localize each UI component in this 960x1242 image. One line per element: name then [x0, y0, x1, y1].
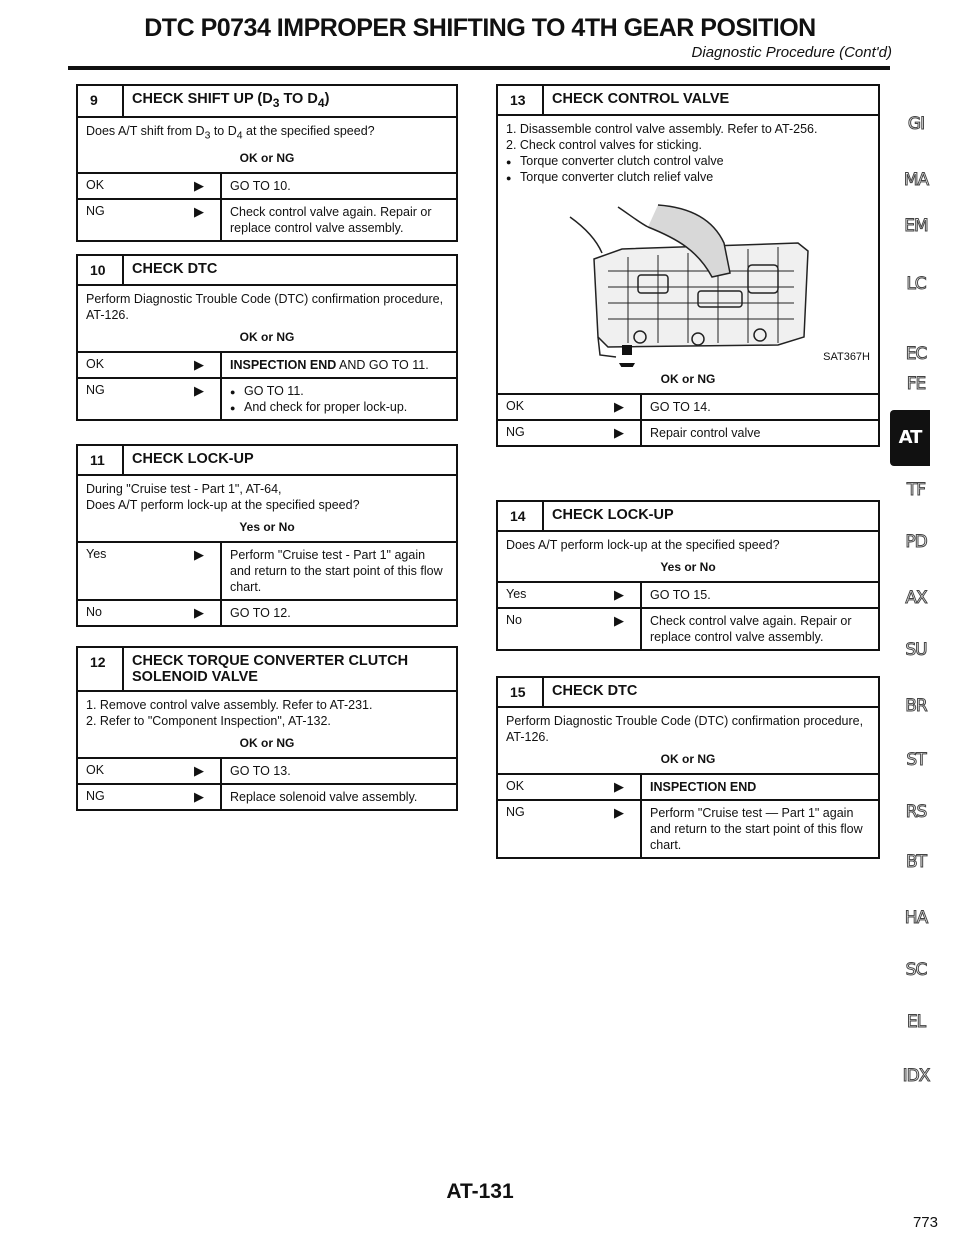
- step-9-box: [76, 84, 458, 242]
- section-tab-pd[interactable]: PD: [905, 532, 927, 552]
- section-tab-sc[interactable]: SC: [905, 960, 927, 980]
- arrow-icon: ▶: [194, 204, 204, 220]
- step-15-box: [496, 676, 880, 859]
- section-tab-bt[interactable]: BT: [905, 852, 927, 872]
- description-line: During "Cruise test - Part 1", AT-64,: [86, 482, 282, 496]
- inspection-end-label: INSPECTION END: [230, 358, 337, 372]
- step-title: CHECK TORQUE CONVERTER CLUTCH SOLENOID VALVE: [132, 653, 409, 685]
- result-key: NG: [506, 425, 525, 439]
- result-action: [220, 379, 456, 419]
- section-tab-br[interactable]: BR: [905, 696, 927, 716]
- result-row-no: [498, 607, 878, 649]
- arrow-icon: ▶: [614, 425, 624, 440]
- step-number: 9: [78, 86, 124, 116]
- section-tab-at[interactable]: AT: [890, 410, 930, 466]
- result-key: NG: [86, 789, 105, 803]
- result-action: Repair control valve: [640, 421, 878, 445]
- section-tab-rs[interactable]: RS: [905, 802, 927, 822]
- result-key: NG: [506, 805, 525, 819]
- result-key: NG: [86, 204, 105, 219]
- description-line: 2. Refer to "Component Inspection", AT-132.: [86, 714, 331, 728]
- step-description: Does A/T perform lock-up at the specified speed?: [506, 538, 780, 552]
- result-action: Check control valve again. Repair or replace control valve assembly.: [220, 200, 456, 240]
- decision-label: Yes or No: [239, 520, 295, 534]
- result-key: OK: [86, 357, 105, 371]
- step-header: [78, 256, 456, 286]
- step-description: [78, 476, 456, 515]
- step-number: 13: [498, 86, 544, 114]
- section-tab-ha[interactable]: HA: [904, 908, 928, 928]
- step-title: CHECK LOCK-UP: [552, 507, 674, 523]
- step-title: CHECK DTC: [132, 261, 218, 277]
- step-11-box: [76, 444, 458, 627]
- page-number: AT-131: [446, 1180, 514, 1203]
- section-tab-em[interactable]: EM: [904, 216, 928, 236]
- control-valve-figure: [498, 187, 878, 367]
- result-action: GO TO 15.: [640, 583, 878, 607]
- step-title: CHECK CONTROL VALVE: [552, 91, 730, 107]
- step-title: CHECK LOCK-UP: [132, 451, 254, 467]
- decision-label: Yes or No: [660, 560, 716, 574]
- step-number: 12: [78, 648, 124, 690]
- arrow-icon: ▶: [194, 547, 204, 562]
- decision-label: OK or NG: [239, 330, 295, 344]
- step-header: [498, 678, 878, 708]
- description-line: 1. Remove control valve assembly. Refer to AT-231.: [86, 698, 373, 712]
- decision-label: OK or NG: [239, 736, 295, 750]
- result-action: [640, 775, 878, 799]
- result-row-yes: [498, 581, 878, 607]
- result-row-ng: [498, 419, 878, 445]
- figure-reference: SAT367H: [823, 351, 870, 363]
- header-rule: [68, 66, 890, 70]
- section-tab-gi[interactable]: GI: [907, 114, 925, 134]
- result-row-no: [78, 599, 456, 625]
- bullet-item: ● And check for proper lock-up.: [230, 399, 448, 415]
- decision-label: OK or NG: [239, 151, 295, 166]
- valve-list-item: ● Torque converter clutch relief valve: [506, 169, 870, 185]
- section-tab-tf[interactable]: TF: [906, 480, 926, 500]
- arrow-icon: ▶: [194, 763, 204, 778]
- control-valve-illustration: [498, 187, 878, 367]
- result-row-ng: [78, 198, 456, 240]
- section-tab-lc[interactable]: LC: [906, 274, 926, 294]
- result-key: OK: [506, 399, 525, 413]
- step-14-box: [496, 500, 880, 651]
- step-header: [498, 502, 878, 532]
- step-description: Perform Diagnostic Trouble Code (DTC) confirmation procedure, AT-126.: [86, 292, 444, 322]
- decision-label: OK or NG: [660, 372, 716, 386]
- step-header: [78, 446, 456, 476]
- page-title: DTC P0734 IMPROPER SHIFTING TO 4TH GEAR POSITION: [144, 14, 816, 42]
- result-row-ng: [498, 799, 878, 857]
- result-row-ok: [78, 351, 456, 377]
- step-header: [78, 86, 456, 118]
- result-row-ok: [78, 172, 456, 198]
- step-description: [498, 116, 878, 187]
- step-13-box: [496, 84, 880, 447]
- step-number: 11: [78, 446, 124, 474]
- inspection-end-label: INSPECTION END: [650, 780, 757, 794]
- step-header: [78, 648, 456, 692]
- result-key: No: [506, 613, 522, 627]
- result-action: Replace solenoid valve assembly.: [220, 785, 456, 809]
- section-tab-su[interactable]: SU: [905, 640, 927, 660]
- step-description: Perform Diagnostic Trouble Code (DTC) confirmation procedure, AT-126.: [506, 714, 864, 744]
- result-key: Yes: [86, 547, 107, 561]
- step-number: 15: [498, 678, 544, 706]
- result-row-ng: [78, 783, 456, 809]
- result-row-yes: [78, 541, 456, 599]
- result-key: No: [86, 605, 102, 619]
- arrow-icon: ▶: [614, 805, 624, 820]
- page-subtitle: Diagnostic Procedure (Cont'd): [691, 44, 892, 61]
- result-key: Yes: [506, 587, 527, 601]
- result-key: OK: [86, 178, 105, 193]
- result-row-ok: [498, 393, 878, 419]
- step-description: [78, 692, 456, 731]
- arrow-icon: ▶: [194, 357, 204, 372]
- step-10-box: [76, 254, 458, 421]
- step-number: 14: [498, 502, 544, 530]
- step-12-box: [76, 646, 458, 811]
- description-line: 1. Disassemble control valve assembly. Refer to AT-256.: [506, 122, 818, 136]
- section-tab-ec[interactable]: EC: [905, 344, 927, 364]
- result-action-suffix: AND GO TO 11.: [336, 358, 429, 372]
- corner-page-number: 773: [912, 1214, 938, 1231]
- section-tab-idx[interactable]: IDX: [902, 1066, 930, 1086]
- step-description: Does A/T shift from $D_3$ to $D_4$ at the specified speed?: [86, 123, 375, 142]
- result-row-ng: [78, 377, 456, 419]
- arrow-icon: ▶: [194, 383, 204, 398]
- result-action: Check control valve again. Repair or replace control valve assembly.: [640, 609, 878, 649]
- arrow-icon: ▶: [614, 613, 624, 628]
- result-action: Perform "Cruise test - Part 1" again and return to the start point of this flow chart.: [220, 543, 456, 599]
- arrow-icon: ▶: [194, 789, 204, 804]
- section-tab-st[interactable]: ST: [906, 750, 926, 770]
- result-key: OK: [506, 779, 525, 793]
- section-tab-ax[interactable]: AX: [905, 588, 927, 608]
- arrow-icon: ▶: [194, 605, 204, 620]
- result-key: OK: [86, 763, 105, 777]
- result-action: Perform "Cruise test — Part 1" again and return to the start point of this flow chart.: [640, 801, 878, 857]
- section-tab-el[interactable]: EL: [906, 1012, 926, 1032]
- step-header: [498, 86, 878, 116]
- arrow-icon: ▶: [614, 779, 624, 794]
- section-tab-fe[interactable]: FE: [906, 374, 926, 394]
- arrow-icon: ▶: [194, 178, 204, 194]
- bullet-item: ● GO TO 11.: [230, 383, 448, 399]
- arrow-icon: ▶: [614, 587, 624, 602]
- result-row-ok: [78, 757, 456, 783]
- step-number: 10: [78, 256, 124, 284]
- valve-list-item: ● Torque converter clutch control valve: [506, 153, 870, 169]
- result-row-ok: [498, 773, 878, 799]
- description-line: Does A/T perform lock-up at the specified speed?: [86, 498, 360, 512]
- result-key: NG: [86, 383, 105, 397]
- step-title: CHECK DTC: [552, 683, 638, 699]
- result-action: GO TO 14.: [640, 395, 878, 419]
- result-action: GO TO 10.: [220, 174, 456, 198]
- result-action: [220, 353, 456, 377]
- arrow-icon: ▶: [614, 399, 624, 414]
- valve-list: [506, 153, 870, 185]
- section-tab-ma[interactable]: MA: [903, 170, 929, 190]
- result-action: GO TO 12.: [220, 601, 456, 625]
- description-line: 2. Check control valves for sticking.: [506, 138, 702, 152]
- step-title: CHECK SHIFT UP ($D_3$ TO $D_4$): [132, 91, 330, 110]
- result-action: GO TO 13.: [220, 759, 456, 783]
- decision-label: OK or NG: [660, 752, 716, 766]
